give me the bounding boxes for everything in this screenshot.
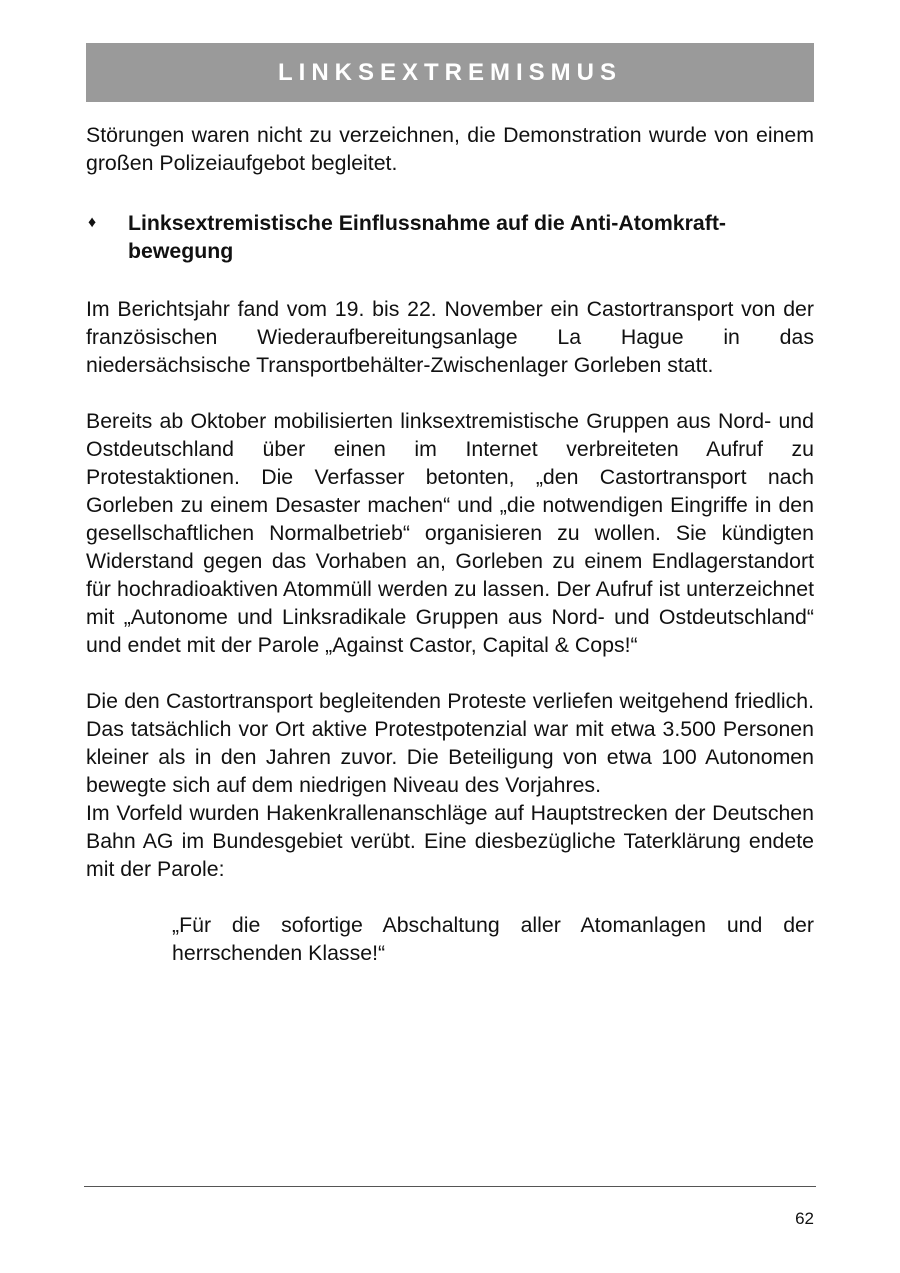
section-header-bar (86, 43, 814, 102)
section-title: LINKSEXTREMISMUS (277, 58, 622, 86)
section-heading (86, 209, 814, 265)
section-heading-text: Linksextremistische Einflussnahme auf die Anti-Atomkraft-bewegung (128, 211, 727, 263)
paragraph-attacks: Im Vorfeld wurden Hakenkrallenanschläge auf Hauptstrecken der Deutschen Bahn AG im Bundesgebiet verübt. Eine diesbezügliche Taterklärung endete mit der Parole: (86, 801, 814, 881)
paragraph-protests: Die den Castortransport begleitenden Proteste verliefen weitgehend friedlich. Das tatsächlich vor Ort aktive Protestpotenzial war mit etwa 3.500 Personen kleiner als in den Jahren zuvor. Die Beteiligung von etwa 100 Autonomen bewegte sich auf dem niedrigen Niveau des Vorjahres. (86, 689, 814, 797)
paragraph-castor-transport: Im Berichtsjahr fand vom 19. bis 22. November ein Castortransport von der französischen Wiederaufbereitungsanlage La Hague in das niedersächsische Transportbehälter-Zwischenlager Gorleben statt. (86, 297, 814, 377)
intro-paragraph: Störungen waren nicht zu verzeichnen, die Demonstration wurde von einem großen Polizeiaufgebot begleitet. (86, 123, 814, 175)
footer-divider (84, 1186, 816, 1187)
quote-block: „Für die sofortige Abschaltung aller Atomanlagen und der herrschenden Klasse!“ (172, 913, 814, 965)
page-number: 62 (795, 1209, 814, 1228)
diamond-bullet-icon: ♦ (88, 214, 97, 231)
page-content (86, 121, 814, 967)
paragraph-mobilization: Bereits ab Oktober mobilisierten linksextremistische Gruppen aus Nord- und Ostdeutschland über einen im Internet verbreiteten Aufruf zu Protestaktionen. Die Verfasser betonten, „den Castortransport nach Gorleben zu einem Desaster machen“ und „die notwendigen Eingriffe in den gesellschaftlichen Normalbetrieb“ organisieren zu wollen. Sie kündigten Widerstand gegen das Vorhaben an, Gorleben zu einem Endlagerstandort für hochradioaktiven Atommüll werden zu lassen. Der Aufruf ist unterzeichnet mit „Autonome und Linksradikale Gruppen aus Nord- und Ostdeutschland“ und endet mit der Parole „Against Castor, Capital & Cops!“ (86, 409, 814, 657)
